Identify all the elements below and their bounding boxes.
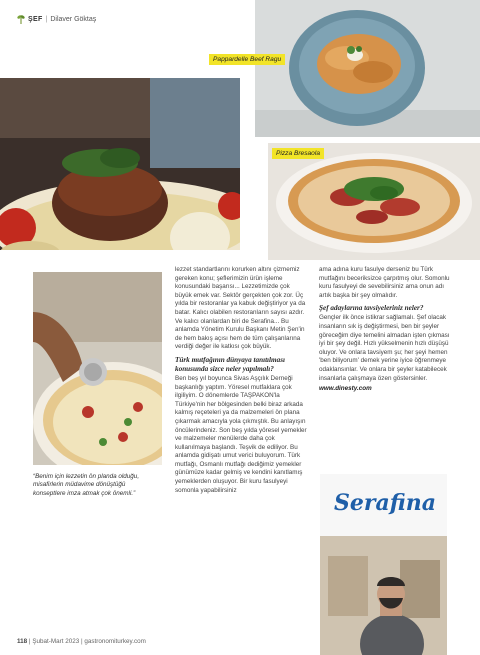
paragraph: lezzet standartlarını korurken altını çizmemiz gereken konu; şeflerimizin ürün işleme konusundaki başarısı... Lezzetimizde çok büyük emek var. Sektör gerçekten çok zor. Üç yılda bir restoranlar ya kabuk değiştiriyor ya da batar. Kalıcı olabilen restoranların sayısı azdır. Ve kalıcı olanlardan biri de Serafina... Bu anlamda Yönetim Kurulu Başkanı Metin Şen'in de hem bakış açısı hem de tüm çalışanlarına verdiği değer ile katkısı çok büyük. [175,266,306,351]
article-column-right [319,266,451,394]
chef-leaf-icon [17,14,25,24]
page-header [17,14,96,24]
interview-question: Şef adaylarına tavsiyeleriniz neler? [319,304,424,313]
page-number: 118 [17,638,28,645]
article-column-middle [175,266,308,497]
website-link[interactable]: www.dinesty.com [319,385,372,393]
pull-quote: “Benim için lezzetin ön planda olduğu, misafirlerin müdavime dönüştüğü konseptlere imza atmak çok önemli.” [33,473,140,497]
serafina-sign: Serafina [334,490,436,516]
paragraph: Gençler ilk önce istikrar sağlamalı. Şef olacak insanların sık iş değiştirmesi, ben bir şeyler göreceğim diye temelini almadan işten çıkması iyi bir şey değil. Hızlı yükselmenin hızlı düşüşü oluyor. Ve onlara tavsiyem şu; her şeyi hemen 'ben biliyorum' demek yerine iyice öğrenmeye odaklansınlar. Ve onlara bir şeyler katabilecek insanlarla çalışmaya özen göstersinler. [319,314,450,382]
magazine-website[interactable]: gastronomiturkey.com [84,638,146,645]
footer-separator: | [80,638,83,645]
interview-question: Türk mutfağının dünyaya tanıtılması konusunda sizce neler yapılmalı? [175,355,286,373]
paragraph: ama adına kuru fasulye derseniz bu Türk mutfağını beceriksizce çarpıtmış olur. Somonlu kuru fasulyeyi de sevebilirsiniz ama onun adı artık başka bir şey olmalıdır. [319,266,450,299]
pizza-cutting-photo [33,272,162,465]
header-separator: | [45,15,48,23]
pizza-caption: Pizza Bresaola [272,148,324,159]
steak-photo [0,78,240,250]
section-name: ŞEF [28,15,43,23]
page-footer [17,638,146,645]
paragraph: Ben beş yıl boyunca Sivas Aşçılık Derneği başkanlığı yaptım. Yöresel mutfaklara çok ilgiliyim. O dönemlerde TAŞPAKON'la Türkiye'nin her bölgesinden belki biraz arkada kalmış reçeteleri ya da malzemeleri ön plana çıkarmak amacıyla yola çıkmıştık. Bu anlayışın öncülerindeniz. Son beş yılda yöresel yemekler ve malzemeler menülerde daha çok kullanılmaya başlandı. Teşvik de ediliyor. Bu anlamda gidişatı umut verici buluyorum. Türk mutfağı, Osmanlı mutfağı dediğimiz yemekler günümüze kadar gelmiş ve kendini kanıtlamış yemeklerden oluşuyor. Bir kuru fasulyeyi somonla yapabilirsiniz [175,374,307,494]
issue-date: Şubat-Mart 2023 [32,638,80,645]
pasta-photo [255,0,480,137]
pizza-bresaola-photo [268,143,480,260]
footer-separator: | [28,638,31,645]
author-name: Dilaver Göktaş [50,15,97,23]
pasta-caption: Pappardelle Beef Ragu [209,54,285,65]
